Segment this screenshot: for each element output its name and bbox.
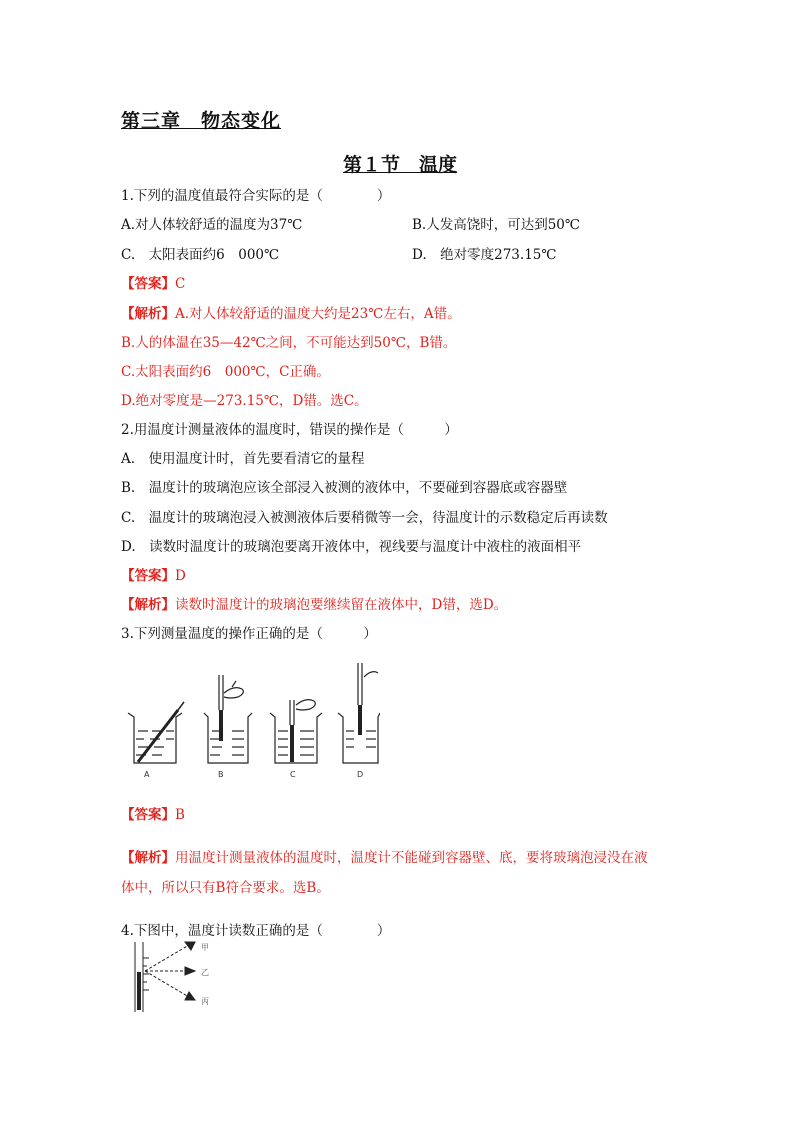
q1-analysis-line-1 [121, 302, 461, 322]
q2-option-b: B. 温度计的玻璃泡应该全部浸入被测的液体中，不要碰到容器底或容器壁 [121, 480, 568, 496]
thermometer-reading-figure [125, 938, 220, 1018]
analysis-label: 【解析】 [121, 850, 175, 866]
analysis-label: 【解析】 [121, 306, 175, 322]
q1-option-c: C. 太阳表面约6 000℃ [121, 247, 280, 263]
q2-stem: 2.用温度计测量液体的温度时，错误的操作是（ ） [121, 422, 458, 438]
q2-option-d: D. 读数时温度计的玻璃泡要离开液体中，视线要与温度计中液柱的液面相平 [121, 539, 582, 555]
q1-analysis-text-1: A.对人体较舒适的温度大约是23℃左右，A错。 [175, 306, 461, 322]
answer-label: 【答案】 [121, 568, 175, 584]
eye-label-yi: 乙 [201, 968, 209, 977]
q4-stem: 4.下图中，温度计读数正确的是（ ） [121, 923, 391, 939]
q1-stem: 1.下列的温度值最符合实际的是（ ） [121, 188, 391, 204]
figure-label-b: B [218, 770, 224, 779]
beaker-c [270, 700, 322, 763]
figure-label-a: A [144, 770, 150, 779]
figure-label-c: C [290, 770, 296, 779]
q2-option-c: C. 温度计的玻璃泡浸入被测液体后要稍微等一会，待温度计的示数稳定后再读数 [121, 510, 608, 526]
q1-option-d: D. 绝对零度273.15℃ [412, 247, 557, 263]
figure-label-d: D [357, 770, 364, 779]
q1-answer [121, 272, 185, 292]
q3-analysis-text-1: 用温度计测量液体的温度时，温度计不能碰到容器壁、底，要将玻璃泡浸没在液 [175, 850, 648, 866]
eye-label-jia: 甲 [201, 943, 209, 952]
q2-answer [121, 564, 186, 584]
q1-analysis-line-4: D.绝对零度是—273.15℃，D错。选C。 [121, 393, 368, 409]
q1-analysis-line-2: B.人的体温在35—42℃之间，不可能达到50℃，B错。 [121, 335, 457, 351]
analysis-label: 【解析】 [121, 597, 175, 613]
answer-label: 【答案】 [121, 807, 175, 823]
q3-answer-value: B [175, 807, 185, 823]
q3-stem: 3.下列测量温度的操作正确的是（ ） [121, 626, 377, 642]
q3-analysis-line-1 [121, 846, 648, 866]
q2-analysis [121, 593, 507, 613]
q3-analysis-line-2: 体中，所以只有B符合要求。选B。 [121, 880, 330, 896]
answer-label: 【答案】 [121, 276, 175, 292]
thermometer-beaker-figure [120, 655, 380, 780]
q3-answer [121, 803, 185, 823]
beaker-b [204, 675, 252, 763]
eye-label-bing: 丙 [201, 997, 209, 1006]
beaker-a [128, 702, 184, 763]
q2-analysis-text: 读数时温度计的玻璃泡要继续留在液体中，D错，选D。 [175, 597, 508, 613]
q1-analysis-line-3: C.太阳表面约6 000℃，C正确。 [121, 364, 330, 380]
beaker-d [338, 663, 380, 763]
q2-option-a: A. 使用温度计时，首先要看清它的量程 [121, 451, 365, 467]
section-title: 第１节 温度 [342, 154, 457, 176]
q2-answer-value: D [175, 568, 186, 584]
q1-option-b: B.人发高饶时，可达到50℃ [412, 217, 580, 233]
q1-option-a: A.对人体较舒适的温度为37℃ [121, 217, 303, 233]
q1-answer-value: C [175, 276, 186, 292]
chapter-title: 第三章 物态变化 [121, 110, 282, 132]
